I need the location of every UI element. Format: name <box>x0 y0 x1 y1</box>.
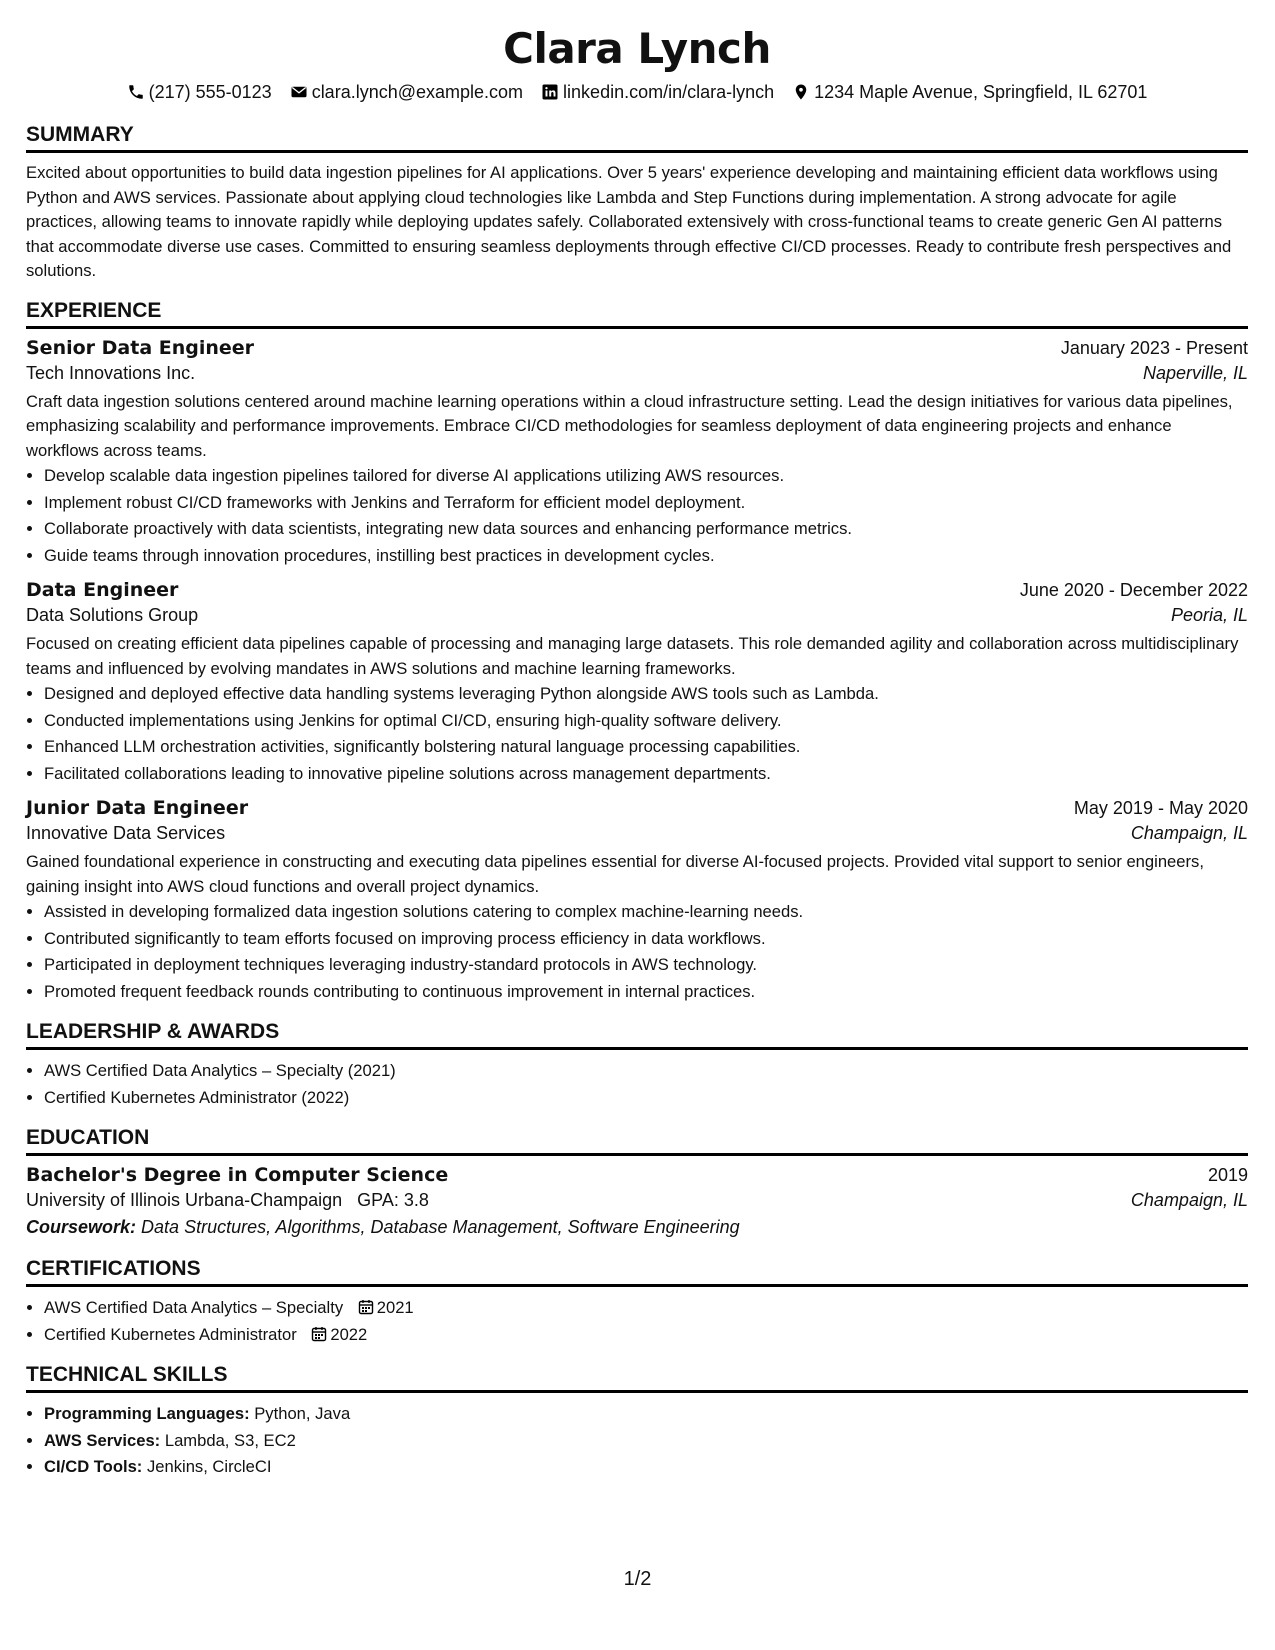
job-title: Data Engineer <box>26 579 179 601</box>
list-item: • Collaborate proactively with data scientists, integrating new data sources and enhancing performance metrics. <box>44 516 1248 543</box>
job-description: Gained foundational experience in constructing and executing data pipelines essential for diverse AI-focused projects. Provided vital support to senior engineers, gaining insight into AWS cloud functions and overall project dynamics. <box>26 852 1204 896</box>
section-title-education: EDUCATION <box>26 1125 1248 1156</box>
skills-list <box>26 1401 1248 1481</box>
section-title-certifications: CERTIFICATIONS <box>26 1256 1248 1287</box>
coursework-label: Coursework: <box>26 1217 137 1237</box>
leadership-section <box>26 1019 1248 1111</box>
gpa: GPA: 3.8 <box>357 1190 429 1210</box>
email-text: clara.lynch@example.com <box>311 81 524 102</box>
graduation-year: 2019 <box>1207 1165 1248 1185</box>
job-bullets <box>26 681 1248 787</box>
certifications-list <box>26 1295 1248 1348</box>
list-item <box>44 1428 1248 1455</box>
list-item: • Implement robust CI/CD frameworks with Jenkins and Terraform for efficient model deployment. <box>44 490 1248 517</box>
job-dates: June 2020 - December 2022 <box>1019 580 1248 600</box>
certification-name: AWS Certified Data Analytics – Specialty <box>44 1298 344 1317</box>
skill-label: CI/CD Tools: <box>44 1457 143 1476</box>
map-pin-icon <box>792 83 810 101</box>
contact-email[interactable] <box>290 82 523 103</box>
skill-value: Jenkins, CircleCI <box>146 1457 272 1476</box>
job-description: Focused on creating efficient data pipelines capable of processing and managing large datasets. This role demanded agility and collaboration across multidisciplinary teams and influenced by evolving mandates in AWS solutions and machine learning frameworks. <box>26 634 1239 678</box>
job-entry <box>26 337 1248 570</box>
section-title-experience: EXPERIENCE <box>26 298 1248 329</box>
list-item: • Assisted in developing formalized data ingestion solutions catering to complex machine-learning needs. <box>44 899 1248 926</box>
certification-year: 2021 <box>376 1298 414 1317</box>
school-name: University of Illinois Urbana-Champaign <box>26 1190 343 1210</box>
school-location: Champaign, IL <box>1130 1190 1248 1210</box>
job-location: Naperville, IL <box>1142 362 1248 383</box>
list-item <box>44 1401 1248 1428</box>
linkedin-icon <box>541 83 559 101</box>
list-item: • Participated in deployment techniques leveraging industry-standard protocols in AWS technology. <box>44 952 1248 979</box>
list-item: • Guide teams through innovation procedures, instilling best practices in development cycles. <box>44 543 1248 570</box>
experience-section <box>26 298 1248 1006</box>
job-company: Data Solutions Group <box>26 605 199 625</box>
job-location: Peoria, IL <box>1170 605 1248 625</box>
list-item: • Enhanced LLM orchestration activities, significantly bolstering natural language processing capabilities. <box>44 734 1248 761</box>
job-description: Craft data ingestion solutions centered around machine learning operations within a cloud infrastructure setting. Lead the design initiatives for various data pipelines, emphasizing scalability and performance improvements. Embrace CI/CD methodologies for seamless deployment of data engineering projects and enhance workflows across teams. <box>26 391 1233 460</box>
skills-section <box>26 1362 1248 1481</box>
skill-label: AWS Services: <box>44 1430 161 1450</box>
list-item <box>44 1454 1248 1481</box>
job-entry <box>26 797 1248 1005</box>
job-bullets <box>26 463 1248 569</box>
summary-section <box>26 122 1248 284</box>
summary-text: Excited about opportunities to build data ingestion pipelines for AI applications. Over 5 years' experience developing and maintaining efficient data workflows using Python and AWS services. Passionate about applying cloud technologies like Lambda and Step Functions during implementation. A strong advocate for agile practices, allowing teams to innovate rapidly while deploying updates safely. Collaborated extensively with cross-functional teams to create generic Gen AI patterns that accommodate diverse use cases. Committed to ensuring seamless deployments through effective CI/CD processes. Ready to contribute fresh perspectives and solutions. <box>26 163 1232 280</box>
calendar-icon <box>358 1299 374 1315</box>
job-dates: May 2019 - May 2020 <box>1073 798 1248 818</box>
list-item: • Develop scalable data ingestion pipelines tailored for diverse AI applications utilizing AWS resources. <box>44 463 1248 490</box>
skill-value: Lambda, S3, EC2 <box>164 1430 296 1450</box>
list-item: • AWS Certified Data Analytics – Specialty (2021) <box>44 1058 1248 1085</box>
contact-bar <box>26 80 1248 104</box>
job-title: Junior Data Engineer <box>26 797 249 819</box>
section-title-summary: SUMMARY <box>26 122 1248 153</box>
list-item: • Designed and deployed effective data handling systems leveraging Python alongside AWS tools such as Lambda. <box>44 681 1248 708</box>
resume-page <box>26 0 1248 1481</box>
candidate-name: Clara Lynch <box>503 24 771 73</box>
job-location: Champaign, IL <box>1130 823 1248 843</box>
list-item: • Facilitated collaborations leading to innovative pipeline solutions across management departments. <box>44 761 1248 788</box>
job-title: Senior Data Engineer <box>26 336 255 359</box>
list-item <box>44 1322 1248 1349</box>
contact-linkedin[interactable] <box>541 82 774 103</box>
linkedin-text: linkedin.com/in/clara-lynch <box>563 81 775 102</box>
list-item: • Conducted implementations using Jenkins for optimal CI/CD, ensuring high-quality software delivery. <box>44 708 1248 735</box>
certification-name: Certified Kubernetes Administrator <box>44 1324 297 1344</box>
leadership-list <box>26 1058 1248 1111</box>
job-entry <box>26 579 1248 787</box>
job-dates: January 2023 - Present <box>1060 337 1248 358</box>
list-item: • Certified Kubernetes Administrator (2022) <box>44 1085 1248 1112</box>
list-item: • Contributed significantly to team efforts focused on improving process efficiency in data workflows. <box>44 926 1248 953</box>
certification-year: 2022 <box>330 1324 368 1344</box>
section-title-skills: TECHNICAL SKILLS <box>26 1362 1248 1393</box>
calendar-icon <box>311 1326 327 1342</box>
skill-value: Python, Java <box>254 1404 351 1423</box>
envelope-icon <box>290 83 308 101</box>
coursework-line <box>26 1217 1248 1238</box>
skill-label: Programming Languages: <box>44 1404 250 1423</box>
coursework-text: Data Structures, Algorithms, Database Management, Software Engineering <box>141 1217 740 1237</box>
section-title-leadership: LEADERSHIP & AWARDS <box>26 1019 1248 1050</box>
page-indicator: 1/2 <box>623 1568 652 1590</box>
list-item <box>44 1295 1248 1322</box>
job-company: Tech Innovations Inc. <box>26 362 196 383</box>
job-bullets <box>26 899 1248 1005</box>
certifications-section <box>26 1256 1248 1348</box>
education-section <box>26 1125 1248 1238</box>
contact-address <box>792 82 1147 103</box>
contact-phone[interactable] <box>127 82 272 103</box>
degree-title: Bachelor's Degree in Computer Science <box>26 1164 449 1186</box>
address-text: 1234 Maple Avenue, Springfield, IL 62701 <box>814 81 1148 102</box>
phone-icon <box>127 83 145 101</box>
job-company: Innovative Data Services <box>26 823 226 843</box>
list-item: • Promoted frequent feedback rounds contributing to continuous improvement in internal practices. <box>44 979 1248 1006</box>
phone-text: (217) 555-0123 <box>148 81 272 102</box>
